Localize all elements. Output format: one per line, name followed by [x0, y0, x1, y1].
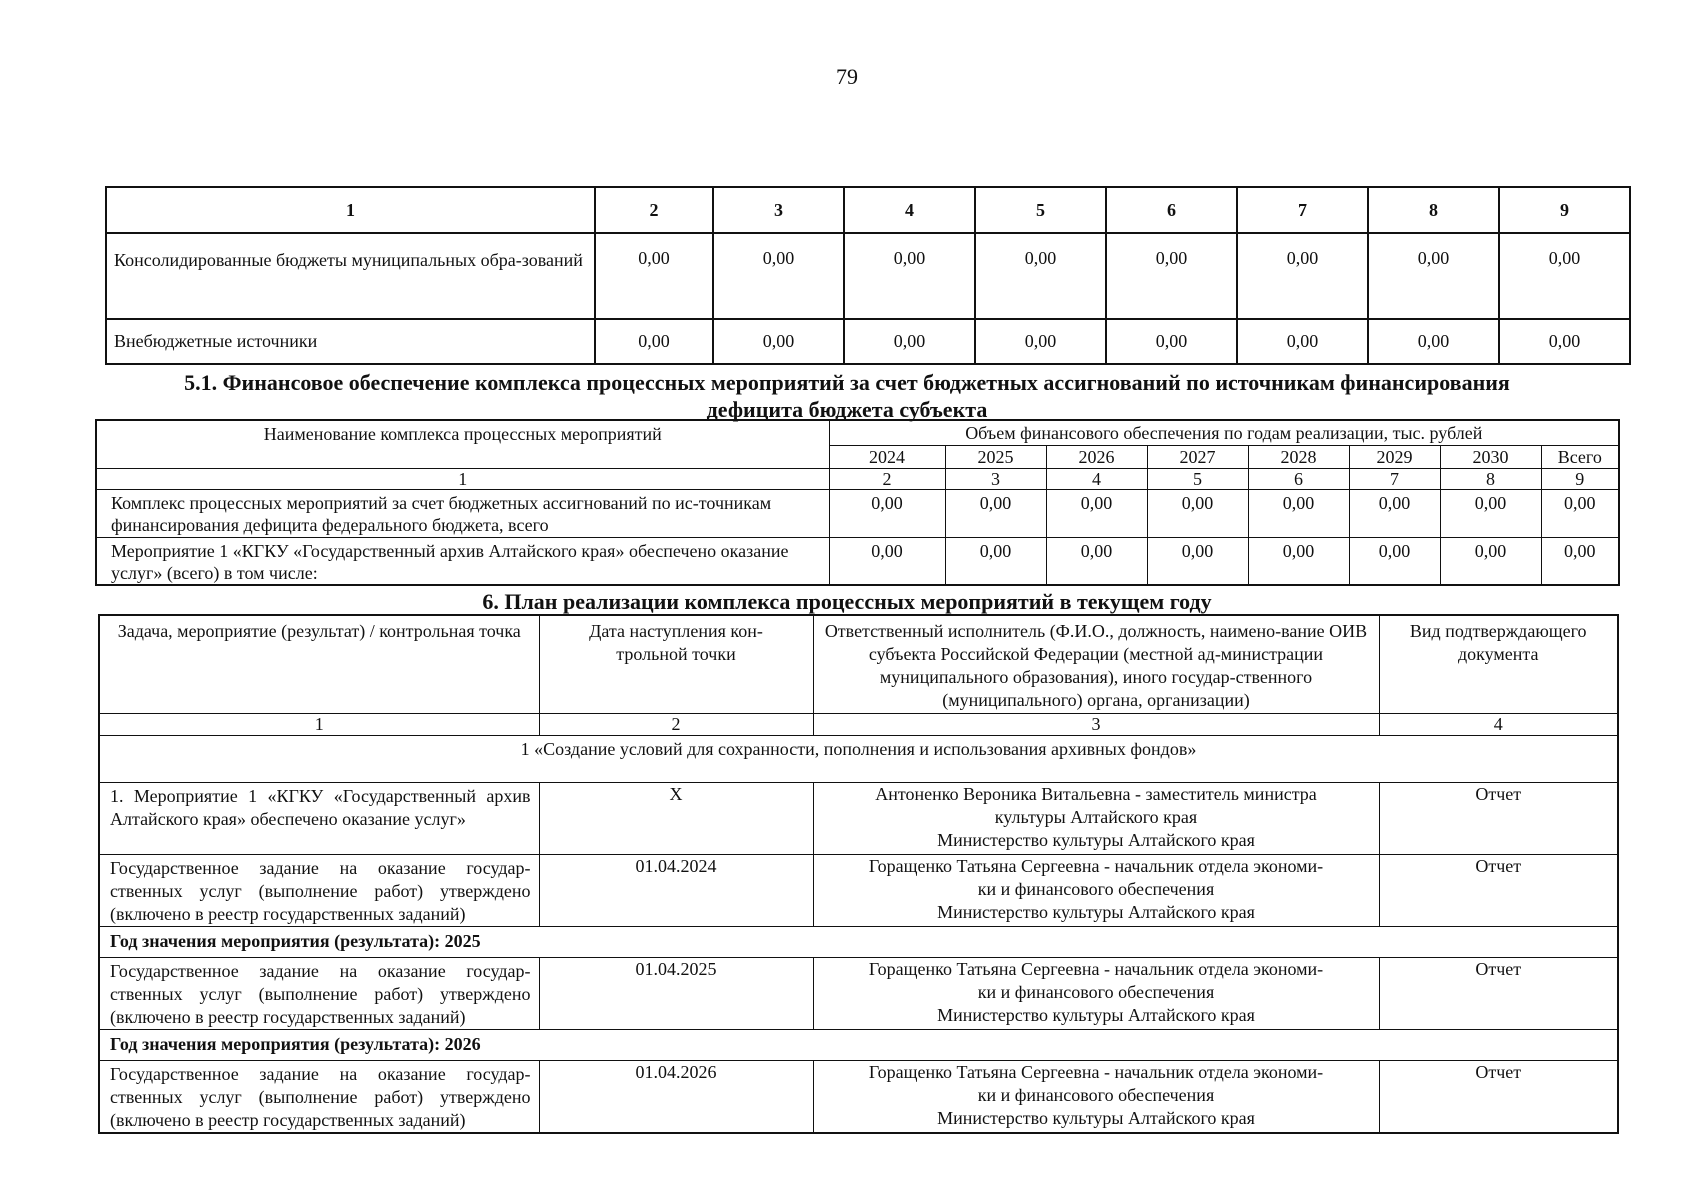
column-number: 6 — [1248, 468, 1349, 489]
value-cell: 0,00 — [975, 233, 1106, 319]
value-cell: 0,00 — [713, 233, 844, 319]
responsible-cell — [813, 957, 1379, 1029]
column-number: 2 — [595, 187, 713, 233]
responsible-line: Министерство культуры Алтайского края — [937, 829, 1255, 850]
year-row — [99, 1029, 1618, 1060]
responsible-line: Горащенко Татьяна Сергеевна - начальник отдела экономи- — [868, 1061, 1324, 1082]
column-number-row — [106, 187, 1630, 233]
year-header: 2024 — [829, 445, 945, 468]
value-cell: 0,00 — [1237, 233, 1368, 319]
year-header: 2028 — [1248, 445, 1349, 468]
header-row — [96, 420, 1619, 445]
document-type-cell: Отчет — [1379, 782, 1618, 854]
row-label: Консолидированные бюджеты муниципальных обра-зований — [106, 233, 595, 319]
date-cell: 01.04.2024 — [539, 854, 813, 926]
column-number: 8 — [1368, 187, 1499, 233]
responsible-line: ки и финансового обеспечения — [977, 981, 1215, 1002]
value-cell: 0,00 — [945, 537, 1046, 585]
column-header: Вид подтверждающего документа — [1379, 615, 1618, 713]
year-header: 2027 — [1147, 445, 1248, 468]
value-cell: 0,00 — [829, 489, 945, 537]
value-cell: 0,00 — [1106, 319, 1237, 364]
column-number: 2 — [539, 713, 813, 735]
value-cell: 0,00 — [595, 319, 713, 364]
value-cell: 0,00 — [595, 233, 713, 319]
table-row — [99, 957, 1618, 1029]
column-header: Ответственный исполнитель (Ф.И.О., должность, наимено-вание ОИВ субъекта Российской Федерации (местной ад-министрации муниципального образования), иного государ-ственного (муниципального) органа, организации) — [813, 615, 1379, 713]
column-number: 5 — [1147, 468, 1248, 489]
section-title-line: дефицита бюджета субъекта — [706, 397, 988, 422]
column-number-row — [99, 713, 1618, 735]
column-number: 1 — [99, 713, 539, 735]
column-number: 4 — [1046, 468, 1147, 489]
task-cell: Государственное задание на оказание государ-ственных услуг (выполнение работ) утверждено (включено в реестр государственных заданий) — [99, 1060, 539, 1133]
column-number: 9 — [1541, 468, 1619, 489]
column-number: 4 — [1379, 713, 1618, 735]
value-cell: 0,00 — [713, 319, 844, 364]
document-type-cell: Отчет — [1379, 1060, 1618, 1133]
responsible-cell — [813, 854, 1379, 926]
task-section-title: 1 «Создание условий для сохранности, пополнения и использования архивных фондов» — [99, 735, 1618, 782]
deficit-funding-table — [95, 419, 1620, 586]
responsible-line: Министерство культуры Алтайского края — [937, 901, 1255, 922]
task-cell: 1. Мероприятие 1 «КГКУ «Государственный архив Алтайского края» обеспечено оказание услуг» — [99, 782, 539, 854]
year-label: Год значения мероприятия (результата): 2026 — [99, 1029, 1618, 1060]
value-cell: 0,00 — [844, 233, 975, 319]
value-cell: 0,00 — [1440, 537, 1541, 585]
column-header: Дата наступления кон-трольной точки — [539, 615, 813, 713]
column-number: 3 — [813, 713, 1379, 735]
document-type-cell: Отчет — [1379, 854, 1618, 926]
value-cell: 0,00 — [1237, 319, 1368, 364]
responsible-line: Горащенко Татьяна Сергеевна - начальник отдела экономи- — [868, 855, 1324, 876]
value-cell: 0,00 — [1499, 319, 1630, 364]
date-cell: 01.04.2025 — [539, 957, 813, 1029]
value-cell: 0,00 — [1368, 319, 1499, 364]
responsible-line: ки и финансового обеспечения — [977, 1084, 1215, 1105]
responsible-line: культуры Алтайского края — [994, 806, 1198, 827]
year-label: Год значения мероприятия (результата): 2025 — [99, 926, 1618, 957]
section-6-title: 6. План реализации комплекса процессных мероприятий в текущем году — [482, 589, 1212, 614]
value-cell: 0,00 — [1499, 233, 1630, 319]
responsible-line: ки и финансового обеспечения — [977, 878, 1215, 899]
column-number-row — [96, 468, 1619, 489]
column-number: 2 — [829, 468, 945, 489]
value-cell: 0,00 — [1106, 233, 1237, 319]
table-row — [99, 854, 1618, 926]
responsible-line: Министерство культуры Алтайского края — [937, 1004, 1255, 1025]
table-row — [99, 1060, 1618, 1133]
section-5-1-title — [0, 369, 1694, 423]
column-group-header: Объем финансового обеспечения по годам реализации, тыс. рублей — [829, 420, 1619, 445]
value-cell: 0,00 — [1440, 489, 1541, 537]
responsible-cell — [813, 1060, 1379, 1133]
responsible-line: Антоненко Вероника Витальевна - заместитель министра — [875, 783, 1317, 804]
value-cell: 0,00 — [844, 319, 975, 364]
document-type-cell: Отчет — [1379, 957, 1618, 1029]
table-row — [106, 319, 1630, 364]
column-number: 4 — [844, 187, 975, 233]
column-header: Задача, мероприятие (результат) / контрольная точка — [99, 615, 539, 713]
task-cell: Государственное задание на оказание государ-ственных услуг (выполнение работ) утверждено (включено в реестр государственных заданий) — [99, 957, 539, 1029]
table-row — [96, 489, 1619, 537]
value-cell: 0,00 — [1147, 537, 1248, 585]
column-number: 8 — [1440, 468, 1541, 489]
value-cell: 0,00 — [1541, 489, 1619, 537]
column-number: 7 — [1237, 187, 1368, 233]
value-cell: 0,00 — [1349, 489, 1440, 537]
year-header: Всего — [1541, 445, 1619, 468]
column-number: 5 — [975, 187, 1106, 233]
value-cell: 0,00 — [1368, 233, 1499, 319]
year-header: 2025 — [945, 445, 1046, 468]
column-number: 1 — [96, 468, 829, 489]
value-cell: 0,00 — [1248, 489, 1349, 537]
column-header: Наименование комплекса процессных мероприятий — [96, 420, 829, 468]
page-number: 79 — [836, 64, 858, 89]
row-label: Комплекс процессных мероприятий за счет бюджетных ассигнований по ис-точникам финансирования дефицита федерального бюджета, всего — [96, 489, 829, 537]
responsible-cell — [813, 782, 1379, 854]
row-label: Внебюджетные источники — [106, 319, 595, 364]
value-cell: 0,00 — [1349, 537, 1440, 585]
column-number: 1 — [106, 187, 595, 233]
table-row — [99, 782, 1618, 854]
column-number: 9 — [1499, 187, 1630, 233]
table-row — [106, 233, 1630, 319]
year-header: 2026 — [1046, 445, 1147, 468]
date-cell: 01.04.2026 — [539, 1060, 813, 1133]
date-cell: Х — [539, 782, 813, 854]
task-section-row — [99, 735, 1618, 782]
section-title-line: 5.1. Финансовое обеспечение комплекса процессных мероприятий за счет бюджетных ассигнований по источникам финансирования — [184, 370, 1510, 395]
year-row — [99, 926, 1618, 957]
value-cell: 0,00 — [1248, 537, 1349, 585]
value-cell: 0,00 — [975, 319, 1106, 364]
funding-table-continued — [105, 186, 1631, 365]
value-cell: 0,00 — [1046, 537, 1147, 585]
column-number: 6 — [1106, 187, 1237, 233]
responsible-line: Горащенко Татьяна Сергеевна - начальник отдела экономи- — [868, 958, 1324, 979]
header-row — [99, 615, 1618, 713]
table-row — [96, 537, 1619, 585]
column-number: 7 — [1349, 468, 1440, 489]
year-header: 2030 — [1440, 445, 1541, 468]
value-cell: 0,00 — [945, 489, 1046, 537]
value-cell: 0,00 — [829, 537, 945, 585]
row-label: Мероприятие 1 «КГКУ «Государственный архив Алтайского края» обеспечено оказание услуг» (всего) в том числе: — [96, 537, 829, 585]
column-number: 3 — [945, 468, 1046, 489]
value-cell: 0,00 — [1046, 489, 1147, 537]
task-cell: Государственное задание на оказание государ-ственных услуг (выполнение работ) утверждено (включено в реестр государственных заданий) — [99, 854, 539, 926]
implementation-plan-table — [98, 614, 1619, 1134]
responsible-line: Министерство культуры Алтайского края — [937, 1107, 1255, 1128]
value-cell: 0,00 — [1147, 489, 1248, 537]
column-number: 3 — [713, 187, 844, 233]
year-header: 2029 — [1349, 445, 1440, 468]
value-cell: 0,00 — [1541, 537, 1619, 585]
